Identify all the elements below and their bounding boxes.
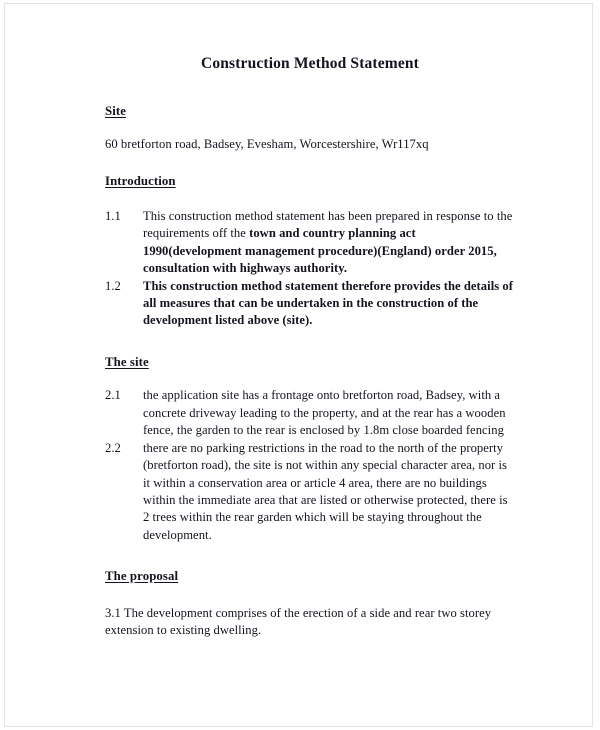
clause-number: 1.2 (105, 278, 121, 293)
spacer (105, 73, 515, 103)
clause-text: the application site has a frontage onto bretforton road, Badsey, with a concrete driveway leading to the property, and at the rear has a wooden fence, the garden to the rear is enclosed by 1.8m close boarded fencing (143, 388, 506, 438)
clause-text-bold-run: town and country planning act 1990(development management procedure)(England) order 2015, consultation with highways authority. (143, 226, 497, 276)
page-border-left (4, 3, 5, 726)
spacer (105, 585, 515, 605)
spacer (105, 370, 515, 387)
spacer (105, 190, 515, 208)
spacer (105, 330, 515, 354)
clause-text-normal-run: This construction method statement has been prepared in response to the requirements off the (143, 209, 513, 241)
clause-number: 2.1 (105, 388, 121, 403)
clause-number: 2.2 (105, 440, 121, 455)
spacer (105, 120, 515, 136)
clause-3-1: 3.1 The development comprises of the erection of a side and rear two storey extension to existing dwelling. (105, 605, 492, 638)
clause-text: This construction method statement therefore provides the details of all measures that can be undertaken in the construction of the development listed above (site). (143, 278, 513, 328)
spacer (105, 544, 515, 568)
section-heading-the-site: The site (105, 354, 149, 369)
clause-2-1 (105, 387, 515, 439)
clause-1-1 (105, 208, 515, 278)
site-address: 60 bretforton road, Badsey, Evesham, Worcestershire, Wr117xq (105, 137, 429, 151)
document-body (105, 0, 515, 640)
section-heading-introduction: Introduction (105, 174, 176, 189)
page-border-right (592, 3, 593, 726)
clause-1-2 (105, 278, 515, 330)
spacer (105, 153, 515, 173)
section-heading-site: Site (105, 104, 127, 119)
page-border-bottom (4, 726, 593, 727)
section-heading-the-proposal: The proposal (105, 569, 179, 584)
clause-text: there are no parking restrictions in the road to the north of the property (bretforton road), the site is not within any special character area, nor is it within a conservation area or article 4 area, there are no buildings within the immediate area that are listed or otherwise protected, there is 2 trees within the rear garden which will be staying throughout the development. (143, 440, 508, 542)
clause-number: 1.1 (105, 209, 121, 223)
page-title: Construction Method Statement (201, 55, 419, 72)
clause-2-2 (105, 440, 515, 544)
clause-text (143, 208, 515, 278)
